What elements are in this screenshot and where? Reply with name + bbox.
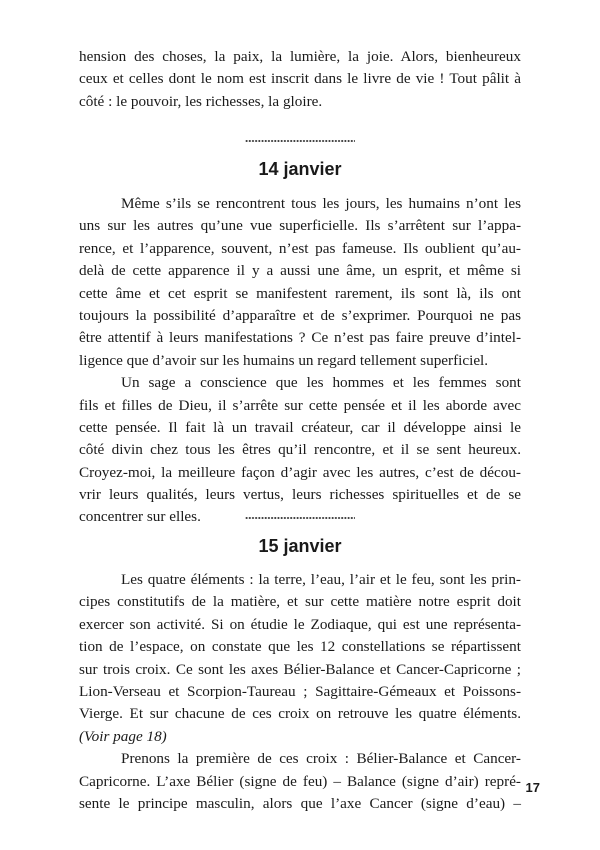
text-line: Prenons la première de ces croix : Bélier-Balance et Cancer- xyxy=(121,750,521,768)
entry-title: 15 janvier xyxy=(258,536,342,556)
text-line: hension des choses, la paix, la lumière, la joie. Alors, bienheureux xyxy=(79,48,521,65)
text-line: Même s’ils se rencontrent tous les jours, les humains n’ont les xyxy=(121,195,521,212)
text-line: ligence que d’avoir sur les humains un regard tellement superficiel. xyxy=(79,351,489,369)
text-line: Vierge. Et sur chacune de ces croix on retrouve les quatre éléments. xyxy=(79,705,521,723)
entry-title: 14 janvier xyxy=(258,159,342,179)
page-reference: (Voir page 18) xyxy=(79,727,167,745)
text-line: sur trois croix. Ce sont les axes Bélier-Balance et Cancer-Capricorne ; xyxy=(79,660,521,678)
text-line: vrir leurs qualités, leurs vertus, leurs richesses spirituelles et de se xyxy=(79,486,521,504)
text-line: fils et filles de Dieu, il s’arrête sur cette pensée et il les aborde avec xyxy=(79,396,521,414)
text-line: Les quatre éléments : la terre, l’eau, l’air et le feu, sont les prin- xyxy=(121,571,521,588)
text-line: Lion-Verseau et Scorpion-Taureau ; Sagittaire-Gémeaux et Poissons- xyxy=(79,682,521,700)
page-number: 17 xyxy=(525,780,540,795)
text-line: Croyez-moi, la meilleure façon d’agir avec les autres, c’est de décou- xyxy=(79,463,521,481)
text-line: uns sur les autres qu’une vue superficielle. Ils s’arrêtent sur l’appa- xyxy=(79,217,521,235)
text-line: Un sage a conscience que les hommes et les femmes sont xyxy=(121,374,521,392)
text-line: côté : le pouvoir, les richesses, la gloire. xyxy=(79,92,323,110)
entry-body xyxy=(79,569,521,815)
section-divider xyxy=(245,515,355,521)
text-line: cette pensée. Il fait là un travail créateur, car il développe ainsi le xyxy=(79,418,521,436)
text-line: rence, et l’apparence, souvent, n’est pas fameuse. Ils oublient qu’au- xyxy=(79,239,521,257)
intro-paragraph xyxy=(79,46,521,113)
text-line: cipes constitutifs de la matière, et sur cette matière notre esprit doit xyxy=(79,593,521,611)
text-line: concentrer sur elles. xyxy=(79,508,201,526)
text-line: cette âme et cet esprit se manifestent rarement, ils sont là, ils ont xyxy=(79,284,521,302)
text-line: exercer son activité. Si on étudie le Zodiaque, qui est une représenta- xyxy=(79,615,521,633)
text-line: tion de l’espace, on constate que les 12 constellations se répartissent xyxy=(79,638,521,656)
text-line: delà de cette apparence il y a aussi une âme, un esprit, et même si xyxy=(79,262,521,280)
text-line: ceux et celles dont le nom est inscrit dans le livre de vie ! Tout pâlit à xyxy=(79,70,521,88)
text-line: sente le principe masculin, alors que l’axe Cancer (signe d’eau) – xyxy=(79,794,521,812)
text-line: Capricorne. L’axe Bélier (signe de feu) – Balance (signe d’air) repré- xyxy=(79,772,521,790)
entry-body xyxy=(79,193,521,529)
text-line: toujours la possibilité d’apparaître et de s’exprimer. Pourquoi ne pas xyxy=(79,306,521,324)
text-line: être attentif à leurs manifestations ? Ce n’est pas faire preuve d’intel- xyxy=(79,329,521,347)
text-line: côté divin chez tous les êtres qu’il rencontre, et il se sent heureux. xyxy=(79,441,521,459)
section-divider xyxy=(245,138,355,144)
